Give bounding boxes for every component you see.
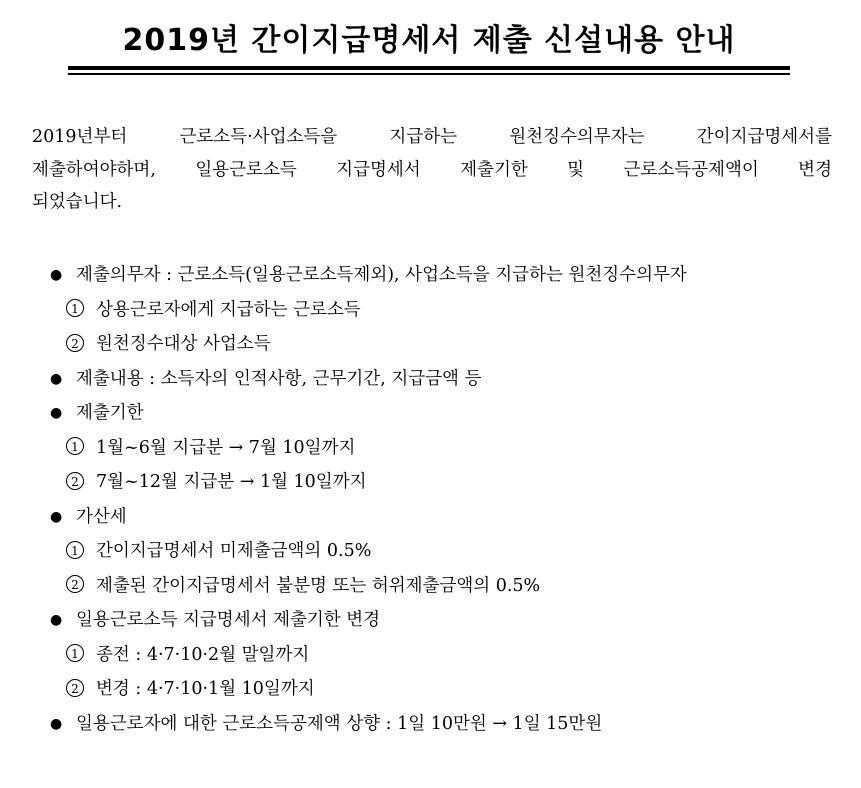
list-item [50, 707, 840, 742]
title-underline-thick [68, 66, 790, 70]
sub-item [50, 293, 840, 328]
sub-item [50, 465, 840, 500]
circled-number-icon: 1 [66, 541, 84, 559]
sub-item [50, 534, 840, 569]
list-item [50, 500, 840, 535]
intro-paragraph [32, 121, 832, 219]
circled-number-icon: 2 [66, 334, 84, 352]
notice-list [50, 258, 840, 741]
sub-item [50, 327, 840, 362]
sub-item-text: 원천징수대상 사업소득 [96, 334, 271, 354]
list-item-text: 제출의무자 : 근로소득(일용근로소득제외), 사업소득을 지급하는 원천징수의무자 [76, 265, 687, 285]
circled-number-icon: 2 [66, 472, 84, 490]
sub-item [50, 638, 840, 673]
bullet-icon: ● [50, 508, 63, 525]
sub-item-text: 상용근로자에게 지급하는 근로소득 [96, 299, 361, 320]
sub-item-text: 변경 : 4·7·10·1월 10일까지 [96, 679, 315, 699]
sub-item-text: 종전 : 4·7·10·2월 말일까지 [96, 644, 310, 665]
list-item-text: 가산세 [76, 506, 127, 527]
list-item [50, 258, 840, 293]
title-block [68, 18, 790, 64]
list-item-text: 제출내용 : 소득자의 인적사항, 근무기간, 지급금액 등 [76, 368, 482, 389]
bullet-icon: ● [50, 267, 63, 283]
bullet-icon: ● [50, 370, 63, 387]
sub-item-text: 7월~12월 지급분 → 1월 10일까지 [96, 472, 367, 492]
intro-line: 되었습니다. [32, 192, 123, 212]
list-item-text: 일용근로자에 대한 근로소득공제액 상향 : 1일 10만원 → 1일 15만원 [76, 713, 603, 734]
sub-item-text: 1월~6월 지급분 → 7월 10일까지 [96, 437, 356, 458]
sub-item [50, 569, 840, 604]
list-item [50, 396, 840, 431]
bullet-icon: ● [50, 612, 63, 628]
sub-item-text: 간이지급명세서 미제출금액의 0.5% [96, 541, 372, 561]
intro-line: 제출하여야하며, 일용근로소득 지급명세서 제출기한 및 근로소득공제액이 변경 [32, 159, 832, 180]
list-item-text: 일용근로소득 지급명세서 제출기한 변경 [76, 610, 381, 630]
page-title: 2019년 간이지급명세서 제출 신설내용 안내 [122, 23, 736, 58]
bullet-icon: ● [50, 405, 63, 421]
circled-number-icon: 1 [66, 437, 84, 455]
title-underline-thin [68, 73, 790, 75]
circled-number-icon: 1 [66, 299, 84, 317]
circled-number-icon: 2 [66, 679, 84, 697]
sub-item [50, 672, 840, 707]
list-item [50, 362, 840, 397]
list-item-text: 제출기한 [76, 403, 144, 423]
circled-number-icon: 1 [66, 644, 84, 662]
bullet-icon: ● [50, 715, 63, 732]
sub-item-text: 제출된 간이지급명세서 불분명 또는 허위제출금액의 0.5% [96, 575, 541, 596]
circled-number-icon: 2 [66, 575, 84, 593]
intro-line: 2019년부터 근로소득·사업소득을 지급하는 원천징수의무자는 간이지급명세서를 [32, 127, 832, 147]
sub-item [50, 431, 840, 466]
list-item [50, 603, 840, 638]
